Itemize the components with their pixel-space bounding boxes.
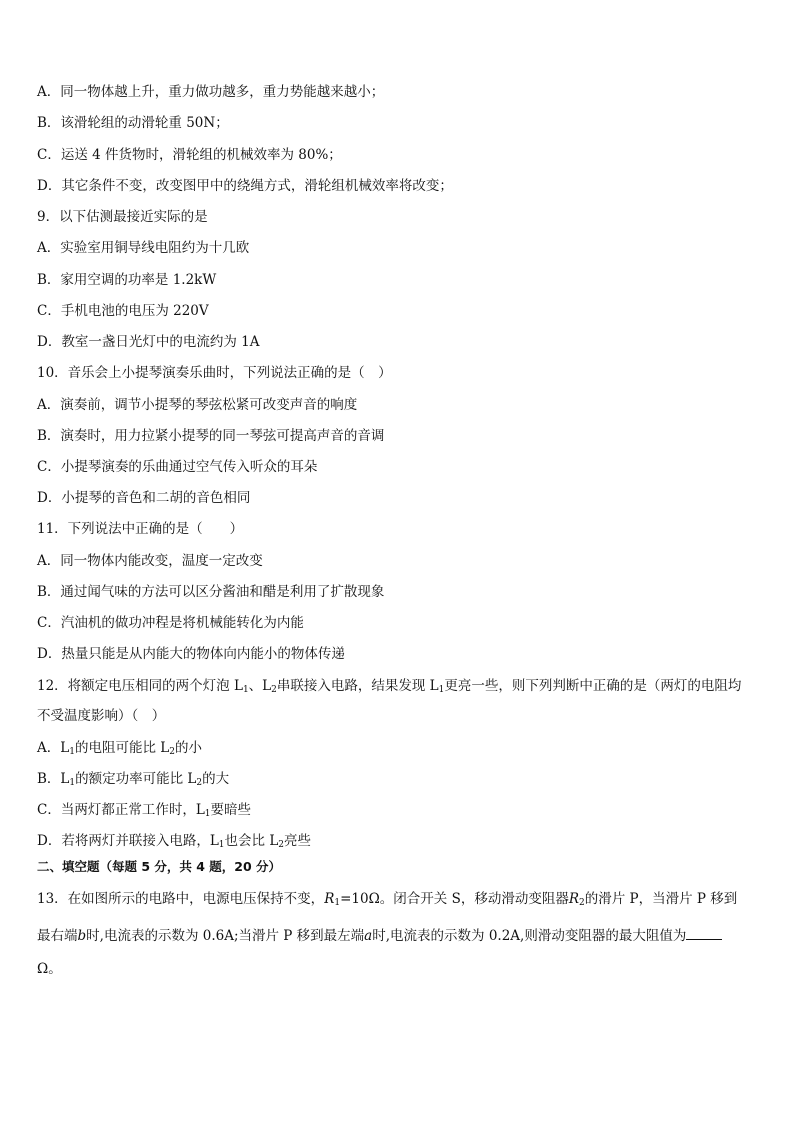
answer-blank[interactable]: [686, 927, 722, 940]
q12-stem-line1: 12．将额定电压相同的两个灯泡 $L_1$、$L_2$串联接入电路，结果发现 $L_1$更亮一些，则下列判断中正确的是（两灯的电阻均: [37, 678, 742, 695]
q11-option-d: D．热量只能是从内能大的物体向内能小的物体传递: [37, 646, 345, 662]
q10-option-d: D．小提琴的音色和二胡的音色相同: [37, 490, 251, 506]
q8-option-d: D．其它条件不变，改变图甲中的绕绳方式，滑轮组机械效率将改变；: [37, 178, 453, 194]
q12-option-c: C．当两灯都正常工作时，$L_1$要暗些: [37, 802, 252, 819]
q12-stem-line2: 不受温度影响）（ ）: [37, 708, 166, 724]
q13-line1: 13．在如图所示的电路中，电源电压保持不变，$R_1=10\Omega$。闭合开关 S，移动滑动变阻器$R_2$的滑片 P，当滑片 P 移到: [37, 891, 738, 908]
q9-option-c: C．手机电池的电压为 220V: [37, 303, 209, 319]
q11-option-b: B．通过闻气味的方法可以区分酱油和醋是利用了扩散现象: [37, 584, 385, 600]
q11-stem: 11．下列说法中正确的是（ ）: [37, 521, 244, 537]
q8-option-b: B．该滑轮组的动滑轮重 50N；: [37, 115, 229, 131]
section-heading-fill-in: 二、填空题（每题 5 分，共 4 题，20 分）: [37, 859, 282, 874]
q12-option-d: D．若将两灯并联接入电路，$L_1$也会比 $L_2$亮些: [37, 833, 312, 850]
q13-line2: 最右端b时,电流表的示数为 0.6A;当滑片 P 移到最左端a时,电流表的示数为 0.2A,则滑动变阻器的最大阻值为: [37, 927, 722, 945]
q12-option-b: B．$L_1$的额定功率可能比 $L_2$的大: [37, 771, 230, 788]
q9-stem: 9．以下估测最接近实际的是: [37, 209, 208, 225]
q8-option-c: C．运送 4 件货物时，滑轮组的机械效率为 80%；: [37, 147, 342, 163]
q10-option-a: A．演奏前，调节小提琴的琴弦松紧可改变声音的响度: [37, 397, 358, 413]
q9-option-a: A．实验室用铜导线电阻约为十几欧: [37, 240, 250, 256]
q9-option-d: D．教室一盏日光灯中的电流约为 1A: [37, 334, 260, 350]
q13-line3: Ω。: [37, 961, 62, 977]
q9-option-b: B．家用空调的功率是 1.2kW: [37, 272, 217, 288]
q11-option-c: C．汽油机的做功冲程是将机械能转化为内能: [37, 615, 304, 631]
q10-stem: 10．音乐会上小提琴演奏乐曲时，下列说法正确的是（ ）: [37, 365, 392, 381]
q10-option-c: C．小提琴演奏的乐曲通过空气传入听众的耳朵: [37, 459, 318, 475]
q10-option-b: B．演奏时，用力拉紧小提琴的同一琴弦可提高声音的音调: [37, 428, 385, 444]
q8-option-a: A．同一物体越上升，重力做功越多，重力势能越来越小；: [37, 84, 385, 100]
q11-option-a: A．同一物体内能改变，温度一定改变: [37, 553, 263, 569]
q12-option-a: A．$L_1$的电阻可能比 $L_2$的小: [37, 740, 202, 757]
